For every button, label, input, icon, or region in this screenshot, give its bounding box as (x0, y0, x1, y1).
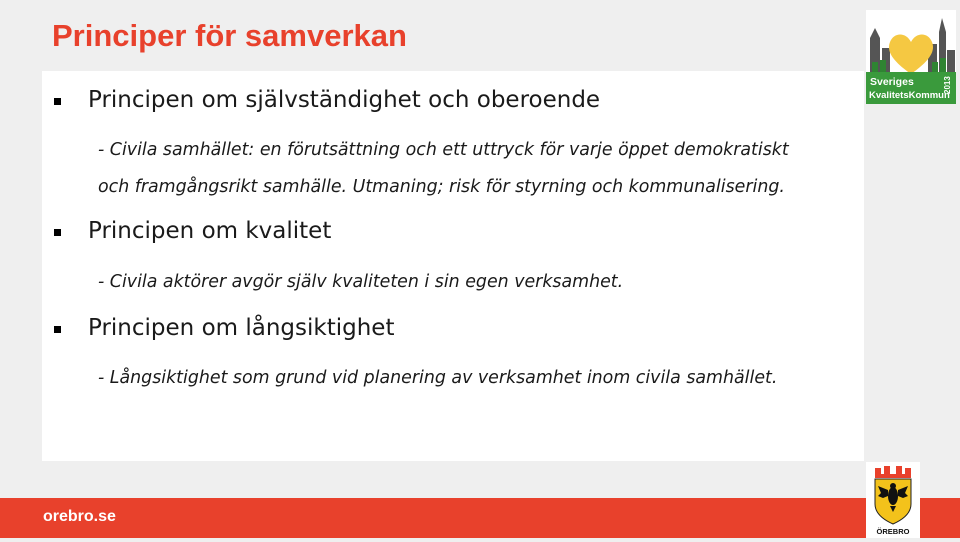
orebro-link[interactable]: orebro.se (43, 508, 116, 525)
principle-heading: Principen om kvalitet (88, 218, 332, 244)
bullet-icon (54, 326, 61, 333)
orebro-crest-icon (866, 462, 920, 538)
logo-line2: KvalitetsKommun (869, 90, 950, 101)
slide-title: Principer för samverkan (52, 18, 407, 53)
crest-name: ÖREBRO (876, 527, 910, 536)
content-panel (42, 71, 864, 461)
principle-detail: och framgångsrikt samhälle. Utmaning; risk för styrning och kommunalisering. (98, 177, 785, 197)
principle-heading: Principen om självständighet och oberoende (88, 87, 601, 113)
footer-bar (0, 498, 960, 538)
principle-detail: - Långsiktighet som grund vid planering av verksamhet inom civila samhället. (98, 368, 778, 388)
principle-detail: - Civila samhället: en förutsättning och ett uttryck för varje öppet demokratiskt (98, 140, 789, 160)
principle-heading: Principen om långsiktighet (88, 315, 395, 341)
logo-year: 2013 (943, 76, 952, 94)
bullet-icon (54, 229, 61, 236)
principle-detail: - Civila aktörer avgör själv kvaliteten i sin egen verksamhet. (98, 272, 624, 292)
kvalitetskommun-logo (866, 10, 956, 104)
logo-line1: Sveriges (870, 76, 914, 88)
bullet-icon (54, 98, 61, 105)
